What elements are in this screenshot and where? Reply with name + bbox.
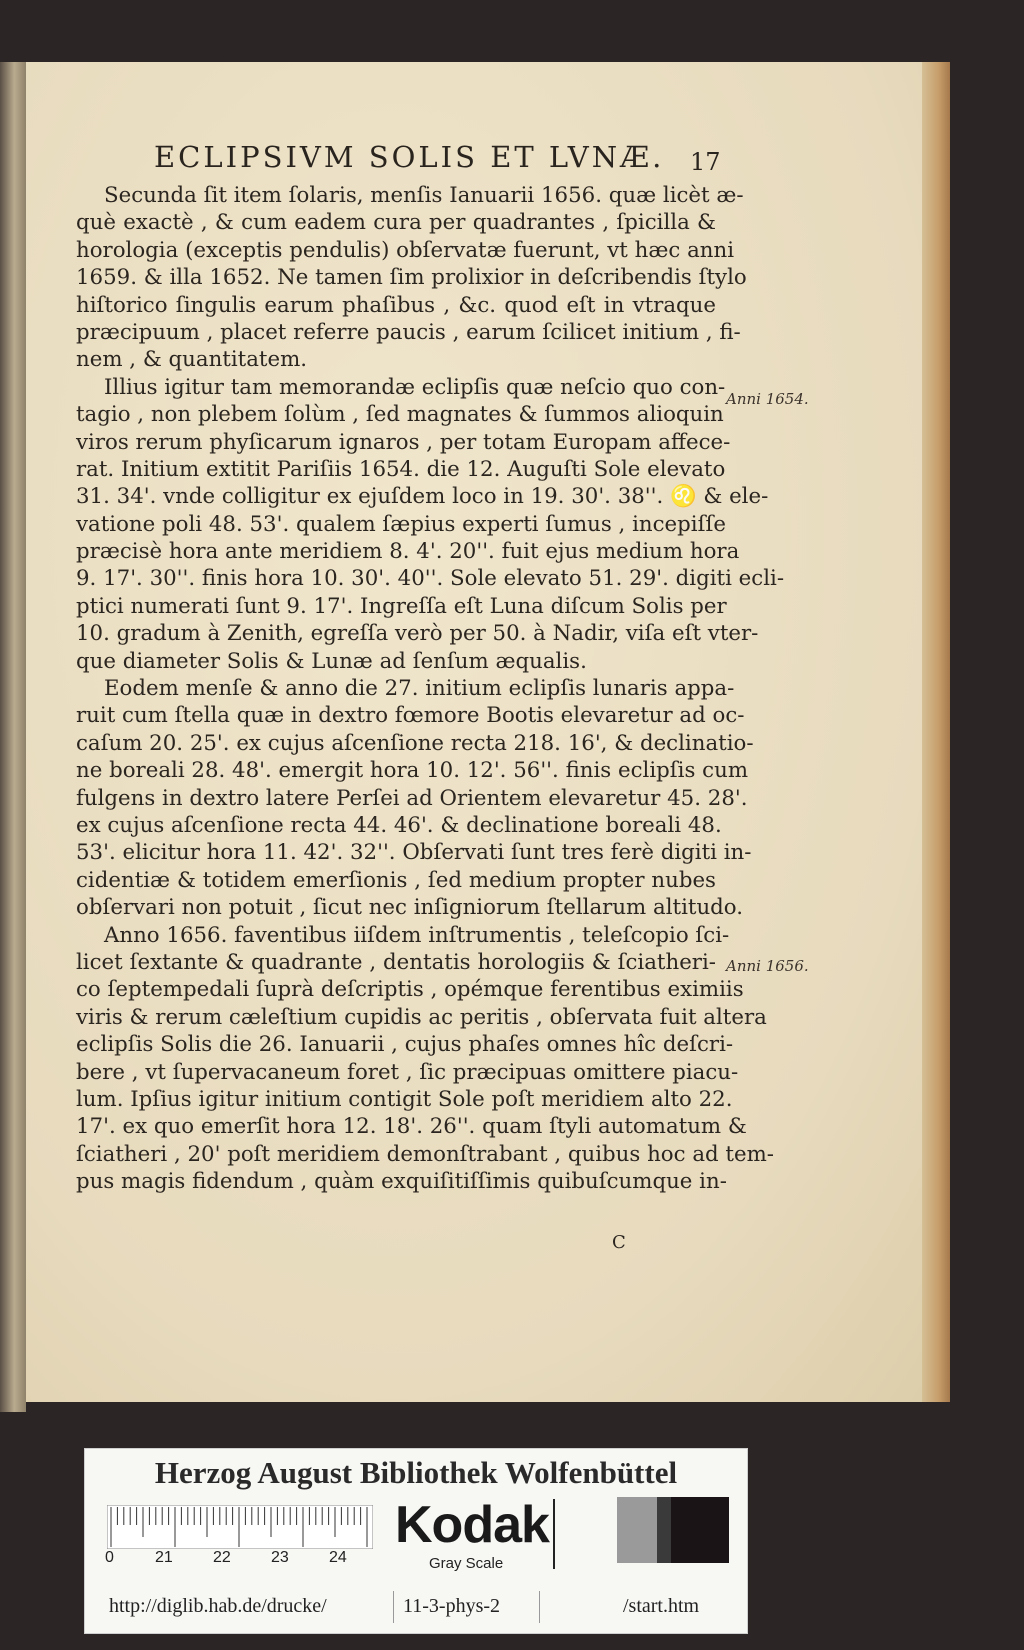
ruler-label: 21 — [155, 1549, 173, 1566]
url-separator — [393, 1591, 394, 1623]
margin-note-1656: Anni 1656. — [726, 957, 809, 975]
text-line: præcipuum , placet referre paucis , earum ſcilicet initium , fi- — [76, 319, 741, 345]
text-line: hiſtorico ſingulis earum phaſibus , &c. quod eſt in vtraque — [76, 292, 716, 318]
page-number: 17 — [690, 148, 721, 176]
url-separator — [539, 1591, 540, 1623]
gray-swatch-dark — [657, 1497, 671, 1563]
text-line: ruit cum ſtella quæ in dextro fœmore Bootis elevaretur ad oc- — [76, 703, 745, 729]
text-line: Anno 1656. faventibus iiſdem inſtrumentis , teleſcopio ſci- — [104, 922, 730, 948]
kodak-logo: Kodak — [395, 1496, 549, 1554]
text-line: fulgens in dextro latere Perſei ad Orientem elevaretur 45. 28'. — [76, 785, 748, 811]
page-left-edge — [0, 62, 26, 1412]
text-line: què exactè , & cum eadem cura per quadrantes , ſpicilla & — [76, 210, 716, 236]
text-line: viros rerum phyſicarum ignaros , per totam Europam affece- — [76, 429, 731, 455]
text-line: vatione poli 48. 53'. qualem ſæpius experti ſumus , incepiſſe — [76, 511, 726, 537]
text-line: bere , vt ſupervacaneum foret , ſic præcipuas omittere piacu- — [76, 1059, 739, 1085]
text-line: Illius igitur tam memorandæ eclipſis quæ neſcio quo con- — [104, 374, 726, 400]
text-line: viris & rerum cæleſtium cupidis ac peritis , obſervata fuit altera — [76, 1004, 767, 1030]
text-line: eclipſis Solis die 26. Ianuarii , cujus phaſes omnes hîc deſcri- — [76, 1032, 734, 1058]
running-head: ECLIPSIVM SOLIS ET LVNÆ. — [154, 140, 665, 174]
text-line: cidentiæ & totidem emerſionis , ſed medium propter nubes — [76, 867, 716, 893]
page-right-edge — [922, 62, 950, 1402]
text-line: pus magis fidendum , quàm exquiſitiſſimis quibuſcumque in- — [76, 1169, 727, 1195]
gray-swatch-black — [671, 1497, 729, 1563]
text-line: licet ſextante & quadrante , dentatis horologiis & ſciatheri- — [76, 949, 716, 975]
url-prefix: http://diglib.hab.de/drucke/ — [109, 1595, 327, 1617]
ruler-label: 22 — [213, 1549, 231, 1566]
text-line: horologia (exceptis pendulis) obſervatæ fuerunt, vt hæc anni — [76, 237, 735, 263]
text-line: caſum 20. 25'. ex cujus aſcenſione recta 218. 16', & declinatio- — [76, 730, 754, 756]
margin-note-1654: Anni 1654. — [726, 390, 809, 408]
url-suffix: /start.htm — [623, 1595, 700, 1617]
text-line: 10. gradum à Zenith, egreſſa verò per 50. à Nadir, viſa eſt vter- — [76, 621, 759, 647]
ruler-scale — [107, 1505, 373, 1549]
ruler-label: 24 — [329, 1549, 347, 1566]
text-line: rat. Initium extitit Pariſiis 1654. die 12. Auguſti Sole elevato — [76, 456, 726, 482]
text-line: tagio , non plebem ſolùm , ſed magnates & ſummos alioquin — [76, 402, 724, 428]
kodak-divider — [553, 1499, 555, 1569]
text-line: 1659. & illa 1652. Ne tamen ſim prolixior in deſcribendis ſtylo — [76, 265, 747, 291]
url-row — [85, 1589, 747, 1625]
text-line: præcisè hora ante meridiem 8. 4'. 20''. fuit ejus medium hora — [76, 539, 740, 565]
ruler-label: 23 — [271, 1549, 289, 1566]
text-line: ptici numerati ſunt 9. 17'. Ingreſſa eſt Luna diſcum Solis per — [76, 593, 727, 619]
library-title: Herzog August Bibliothek Wolfenbüttel — [154, 1455, 678, 1490]
text-line: obſervari non potuit , ſicut nec inſigniorum ſtellarum altitudo. — [76, 895, 744, 921]
text-line: Secunda ſit item ſolaris, menſis Ianuarii 1656. quæ licèt æ- — [104, 183, 744, 208]
signature-mark: C — [612, 1232, 626, 1253]
text-line: nem , & quantitatem. — [76, 347, 308, 373]
ruler-labels — [107, 1549, 373, 1571]
text-line: 53'. elicitur hora 11. 42'. 32''. Obſervati ſunt tres ferè digiti in- — [76, 840, 752, 866]
text-line: lum. Ipſius igitur initium contigit Sole poſt meridiem alto 22. — [76, 1086, 733, 1112]
text-line: 17'. ex quo emerſit hora 12. 18'. 26''. quam ſtyli automatum & — [76, 1114, 747, 1140]
text-line: 9. 17'. 30''. finis hora 10. 30'. 40''. Sole elevato 51. 29'. digiti ecli- — [76, 566, 785, 592]
text-line: ne boreali 28. 48'. emergit hora 10. 12'. 56''. finis eclipſis cum — [76, 758, 749, 784]
ruler-label: 0 — [105, 1549, 114, 1566]
text-line: ſciatheri , 20' poſt meridiem demonſtrabant , quibus hoc ad tem- — [76, 1141, 774, 1167]
text-line: 31. 34'. vnde colligitur ex ejuſdem loco in 19. 30'. 38''. ♌ & ele- — [76, 484, 769, 510]
text-line: co ſeptempedali ſuprà deſcriptis , opémque ferentibus eximiis — [76, 977, 744, 1003]
shelfmark: 11-3-phys-2 — [403, 1595, 501, 1617]
grayscale-label: Gray Scale — [429, 1555, 504, 1572]
text-line: ex cujus aſcenſione recta 44. 46'. & declinatione boreali 48. — [76, 812, 722, 838]
text-line: que diameter Solis & Lunæ ad ſenſum æqualis. — [76, 648, 587, 674]
text-line: Eodem menſe & anno die 27. initium eclipſis lunaris appa- — [104, 676, 735, 702]
gray-swatch-mid — [617, 1497, 657, 1563]
color-target-card — [84, 1448, 748, 1634]
